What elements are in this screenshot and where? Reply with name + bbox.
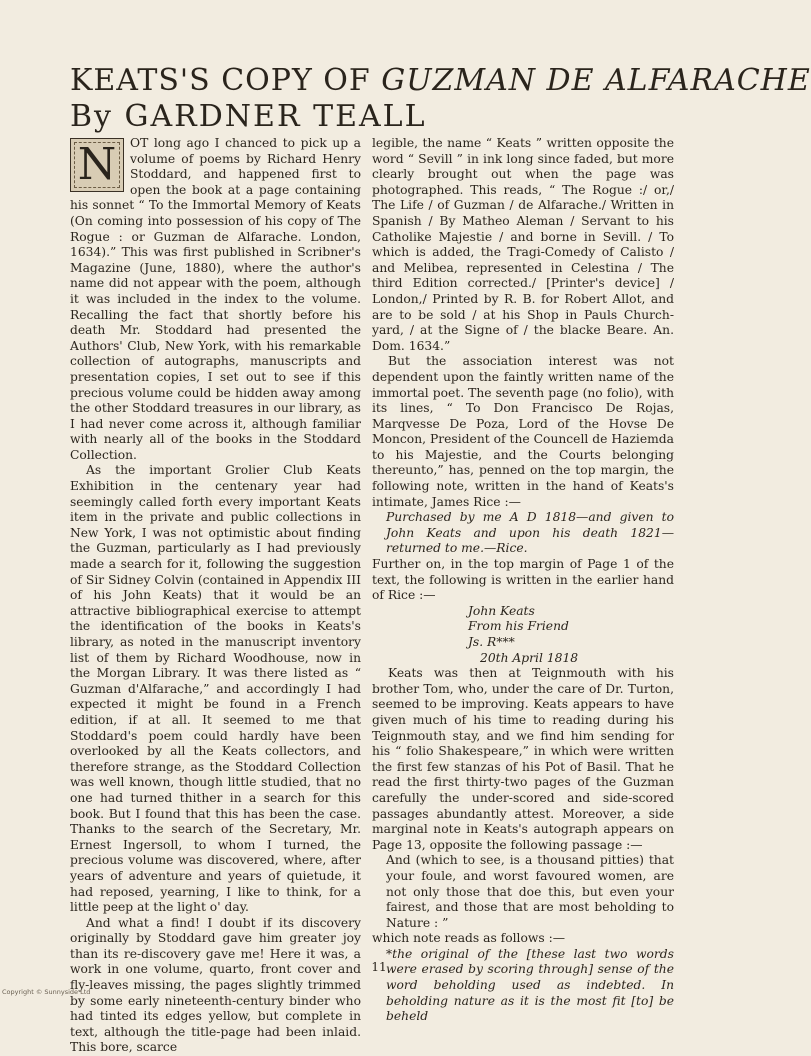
drop-cap-letter: N bbox=[77, 139, 117, 190]
paragraph: Further on, in the top margin of Page 1 of the text, the following is written in the earlier hand of Rice :— bbox=[372, 557, 674, 603]
article-title bbox=[70, 63, 811, 134]
paragraph bbox=[70, 136, 361, 463]
paragraph: But the association interest was not dependent upon the faintly written name of the immortal poet. The seventh page (no folio), with its lines, “ To Don Francisco De Rojas, Marqvesse De Poza, Lord of the Hovse De Moncon, President of the Councell de Haziemda to his Majestie, and the Courts belonging thereunto,” has, penned on the top margin, the following note, written in the hand of Keats's intimate, James Rice :— bbox=[372, 354, 674, 509]
paragraph: legible, the name “ Keats ” written opposite the word “ Sevill ” in ink long since faded, but more clearly brought out when the page was photographed. This reads, “ The Rogue :/ or,/ The Life / of Guzman / de Alfarache./ Written in Spanish / By Matheo Aleman / Servant to his Catholike Majestie / and borne in Sevill. / To which is added, the Tragi-Comedy of Calisto / and Melibea, represented in Celestina / The third Edition corrected./ [Printer's device] / London,/ Printed by R. B. for Robert Allot, and are to be sold / at his Shop in Pauls Church-yard, / at the Signe of / the blacke Beare. An. Dom. 1634.” bbox=[372, 136, 674, 353]
column-left bbox=[70, 136, 361, 1056]
copyright-credit: Copyright © Sunnyside Ltd bbox=[2, 988, 91, 996]
title-prefix: KEATS'S COPY OF bbox=[70, 63, 382, 98]
dedication-line: From his Friend bbox=[468, 619, 569, 634]
rice-note-quote: Purchased by me A D 1818—and given to John Keats and upon his death 1821—returned to me.—Rice. bbox=[386, 510, 674, 556]
dedication-line: Js. R*** bbox=[468, 635, 515, 649]
column-right bbox=[372, 136, 674, 1025]
dedication-line: John Keats bbox=[468, 603, 535, 618]
keats-marginal-note: *the original of the [these last two words were erased by scoring through] sense of the word beholding used as indebted. In beholding nature as it is the most fit [to] be beheld bbox=[386, 946, 674, 1024]
paragraph: And what a find! I doubt if its discovery originally by Stoddard gave him greater joy than its re-discovery gave me! Here it was, a work in one volume, quarto, front cover and fly-leaves missing, the pages slightly trimmed by some early nineteenth-century binder who had tinted its edges yellow, but complete in text, although the title-page had been inlaid. This bore, scarce bbox=[70, 915, 361, 1055]
drop-cap-ornament bbox=[70, 138, 124, 192]
byline: By GARDNER TEALL bbox=[70, 99, 427, 134]
paragraph: which note reads as follows :— bbox=[372, 931, 566, 946]
dedication-date: 20th April 1818 bbox=[480, 650, 579, 665]
title-line bbox=[70, 63, 811, 98]
guzman-passage-quote: And (which to see, is a thousand pitties) that your foule, and worst favoured women, are not only those that doe this, but even your fairest, and those that are most beholding to Nature : ” bbox=[386, 853, 674, 930]
title-italic: GUZMAN DE ALFARACHE bbox=[381, 63, 811, 98]
page-number: 11 bbox=[371, 960, 387, 974]
paragraph: As the important Grolier Club Keats Exhibition in the centenary year had seemingly called forth every important Keats item in the private and public collections in New York, I was not optimistic about finding the Guzman, particularly as I had previously made a search for it, following the suggestion of Sir Sidney Colvin (contained in Appendix III of his John Keats) that it would be an attractive bibliographical exercise to attempt the identification of the books in Keats's library, as noted in the manuscript inventory list of them by Richard Woodhouse, now in the Morgan Library. It was there listed as “ Guzman d'Alfarache,” and accordingly I had expected it might be found in a French edition, if at all. It seemed to me that Stoddard's poem could hardly have been overlooked by all the Keats collectors, and therefore strange, as the Stoddard Collection was well known, though little studied, that no one had turned thither in a search for this book. But I found that this has been the case. Thanks to the search of the Secretary, Mr. Ernest Ingersoll, to whom I turned, the precious volume was discovered, where, after years of adventure and years of quietude, it had reposed, yearning, I like to think, for a little peep at the light o' day. bbox=[70, 463, 361, 915]
paragraph: Keats was then at Teignmouth with his brother Tom, who, under the care of Dr. Turton, seemed to be improving. Keats appears to have given much of his time to reading during his Teignmouth stay, and we find him sending for his “ folio Shakespeare,” in which were written the first few stanzas of his Pot of Basil. That he read the first thirty-two pages of the Guzman carefully the under-scored and side-scored passages abundantly attest. Moreover, a side marginal note in Keats's autograph appears on Page 13, opposite the following passage :— bbox=[372, 666, 674, 852]
paragraph-text: OT long ago I chanced to pick up a volume of poems by Richard Henry Stoddard, and happened first to open the book at a page containing his sonnet “ To the Immortal Memory of Keats (On coming into possession of his copy of The Rogue : or Guzman de Alfarache. London, 1634).” This was first published in Scribner's Magazine (June, 1880), where the author's name did not appear with the poem, although it was included in the index to the volume. Recalling the fact that shortly before his death Mr. Stoddard had presented the Authors' Club, New York, with his remarkable collection of autographs, manuscripts and presentation copies, I set out to see if this precious volume could be hidden away among the other Stoddard treasures in our library, as I had never come across it, although familiar with nearly all of the books in the Stoddard Collection. bbox=[70, 136, 361, 462]
